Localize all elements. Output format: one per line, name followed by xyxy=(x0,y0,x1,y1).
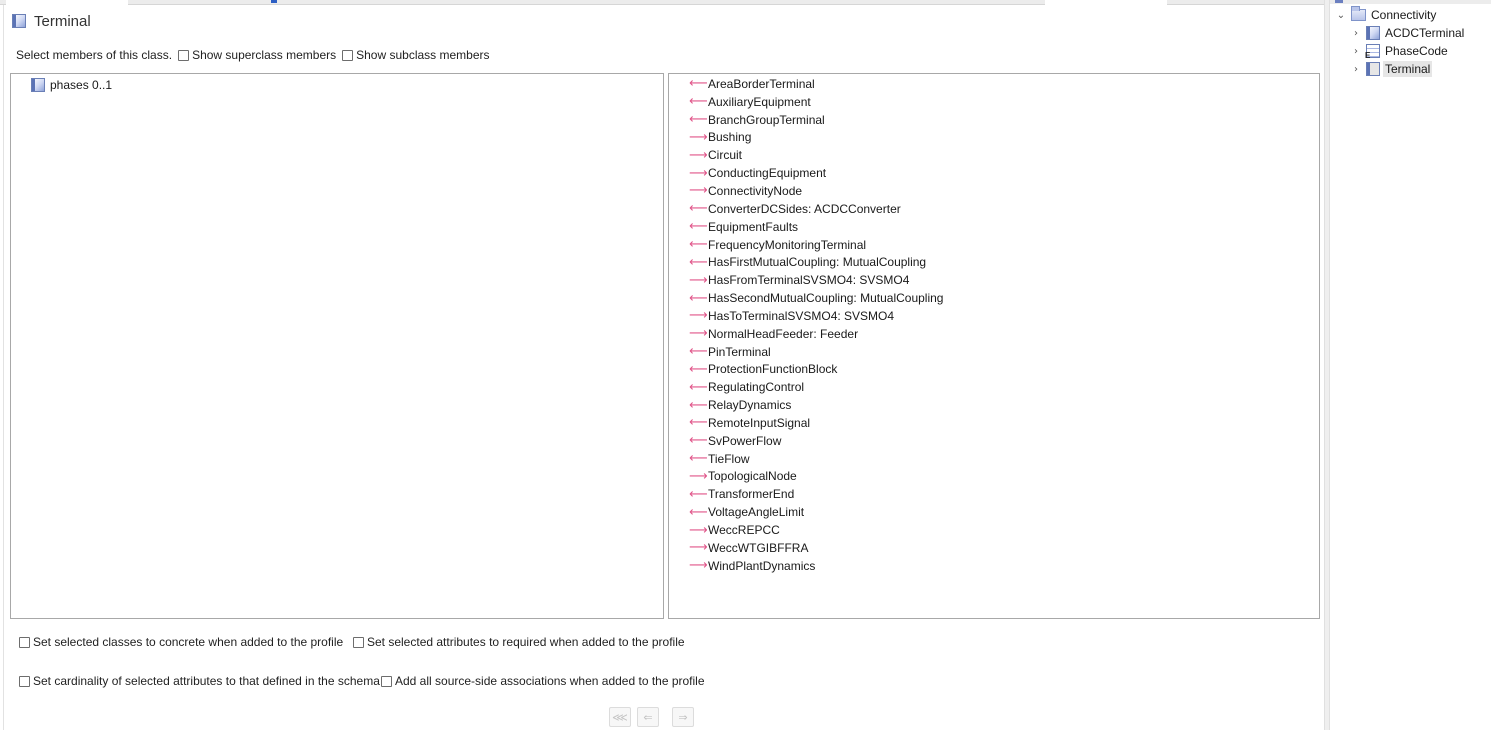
associations-list[interactable] xyxy=(668,73,1320,619)
association-label: RelayDynamics xyxy=(708,398,792,413)
association-label: AuxiliaryEquipment xyxy=(708,94,811,109)
cardinality-label[interactable]: Set cardinality of selected attributes to that defined in the schema xyxy=(33,674,380,688)
chevron-right-icon[interactable]: › xyxy=(1354,63,1358,75)
arrow-left-icon: ⟵ xyxy=(689,219,708,235)
association-label: WindPlantDynamics xyxy=(708,558,816,573)
class-member-editor xyxy=(3,5,1324,730)
cardinality-checkbox[interactable] xyxy=(19,676,30,687)
association-item[interactable] xyxy=(689,111,943,129)
association-label: BranchGroupTerminal xyxy=(708,112,825,127)
page-title: Terminal xyxy=(34,12,91,30)
association-item[interactable] xyxy=(689,200,943,218)
association-item[interactable] xyxy=(689,485,943,503)
required-label[interactable]: Set selected attributes to required when added to the profile xyxy=(367,635,685,649)
double-left-arrow-icon: ⋘ xyxy=(612,711,628,724)
association-item[interactable] xyxy=(689,343,943,361)
association-label: WeccWTGIBFFRA xyxy=(708,540,809,555)
tree-item-connectivity[interactable] xyxy=(1335,6,1436,24)
arrow-right-icon: ⟶ xyxy=(689,272,708,288)
chevron-down-icon[interactable]: ⌄ xyxy=(1336,9,1346,21)
arrow-left-icon: ⟵ xyxy=(689,433,708,449)
association-item[interactable] xyxy=(689,307,943,325)
association-item[interactable] xyxy=(689,236,943,254)
required-checkbox[interactable] xyxy=(353,637,364,648)
arrow-left-icon: ⟵ xyxy=(689,94,708,110)
source-side-label[interactable]: Add all source-side associations when added to the profile xyxy=(395,674,705,688)
page-header xyxy=(12,12,91,30)
tree-header-marker xyxy=(1335,0,1343,3)
association-label: FrequencyMonitoringTerminal xyxy=(708,237,867,252)
association-item[interactable] xyxy=(689,271,943,289)
option-required[interactable] xyxy=(353,635,685,649)
option-source-side[interactable] xyxy=(381,674,705,688)
arrow-left-icon: ⟵ xyxy=(689,504,708,520)
show-superclass-label[interactable]: Show superclass members xyxy=(192,48,337,62)
arrow-right-icon: ⟶ xyxy=(689,468,708,484)
association-item[interactable] xyxy=(689,289,943,307)
package-tree xyxy=(1330,0,1491,730)
association-item[interactable] xyxy=(689,93,943,111)
show-subclass-checkbox[interactable] xyxy=(342,50,353,61)
association-item[interactable] xyxy=(689,432,943,450)
arrow-right-icon: ⟶ xyxy=(689,129,708,145)
option-concrete[interactable] xyxy=(19,635,343,649)
chevron-right-icon[interactable]: › xyxy=(1354,27,1358,39)
association-item[interactable] xyxy=(689,396,943,414)
association-item[interactable] xyxy=(689,182,943,200)
attribute-icon xyxy=(31,78,45,92)
member-filter-row xyxy=(16,48,490,62)
attribute-item-phases[interactable] xyxy=(31,76,112,94)
association-label: HasFirstMutualCoupling: MutualCoupling xyxy=(708,255,927,270)
concrete-label[interactable]: Set selected classes to concrete when added to the profile xyxy=(33,635,344,649)
association-item[interactable] xyxy=(689,164,943,182)
remove-button[interactable] xyxy=(637,707,659,727)
tree-item-label: Connectivity xyxy=(1371,8,1437,22)
arrow-right-icon: ⟶ xyxy=(689,326,708,342)
arrow-right-icon: ⟶ xyxy=(689,540,708,556)
association-item[interactable] xyxy=(689,450,943,468)
arrow-right-icon: ⟶ xyxy=(689,165,708,181)
association-label: TieFlow xyxy=(708,451,750,466)
class-icon xyxy=(1366,26,1380,40)
package-folder-icon xyxy=(1351,9,1366,21)
arrow-left-icon: ⟵ xyxy=(689,344,708,360)
association-label: Bushing xyxy=(708,130,752,145)
association-item[interactable] xyxy=(689,218,943,236)
association-label: EquipmentFaults xyxy=(708,219,799,234)
association-item[interactable] xyxy=(689,503,943,521)
association-label: SvPowerFlow xyxy=(708,433,782,448)
arrow-right-icon: ⟶ xyxy=(689,183,708,199)
association-label: HasToTerminalSVSMO4: SVSMO4 xyxy=(708,308,895,323)
show-subclass-label[interactable]: Show subclass members xyxy=(356,48,490,62)
association-label: ConductingEquipment xyxy=(708,166,827,181)
association-item[interactable] xyxy=(689,361,943,379)
arrow-left-icon: ⟵ xyxy=(689,415,708,431)
association-label: Circuit xyxy=(708,148,743,163)
association-item[interactable] xyxy=(689,129,943,147)
association-label: ProtectionFunctionBlock xyxy=(708,362,838,377)
association-item[interactable] xyxy=(689,75,943,93)
tree-item-acdcterminal[interactable] xyxy=(1350,24,1464,42)
arrow-left-icon: ⟵ xyxy=(689,76,708,92)
tree-item-phasecode[interactable] xyxy=(1350,42,1448,60)
arrow-left-icon: ⟵ xyxy=(689,379,708,395)
arrow-left-icon: ⟵ xyxy=(689,237,708,253)
association-label: NormalHeadFeeder: Feeder xyxy=(708,326,859,341)
arrow-right-icon: ⟶ xyxy=(689,522,708,538)
association-label: HasSecondMutualCoupling: MutualCoupling xyxy=(708,291,944,306)
arrow-left-icon: ⟵ xyxy=(689,451,708,467)
arrow-left-icon: ⟵ xyxy=(689,254,708,270)
association-label: AreaBorderTerminal xyxy=(708,76,815,91)
attribute-label: phases 0..1 xyxy=(50,78,113,92)
tree-item-label: PhaseCode xyxy=(1385,44,1448,58)
attributes-list[interactable] xyxy=(10,73,664,619)
association-label: VoltageAngleLimit xyxy=(708,505,805,520)
active-tab-indicator xyxy=(271,0,277,3)
association-item[interactable] xyxy=(689,521,943,539)
association-item[interactable] xyxy=(689,378,943,396)
association-label: PinTerminal xyxy=(708,344,771,359)
association-item[interactable] xyxy=(689,557,943,575)
association-item[interactable] xyxy=(689,539,943,557)
association-item[interactable] xyxy=(689,253,943,271)
source-side-checkbox[interactable] xyxy=(381,676,392,687)
association-item[interactable] xyxy=(689,414,943,432)
arrow-left-icon: ⟵ xyxy=(689,486,708,502)
association-label: HasFromTerminalSVSMO4: SVSMO4 xyxy=(708,273,910,288)
arrow-left-icon: ⟵ xyxy=(689,112,708,128)
remove-all-button[interactable] xyxy=(609,707,631,727)
left-arrow-icon: ⇐ xyxy=(643,711,653,724)
association-item[interactable] xyxy=(689,468,943,486)
association-item[interactable] xyxy=(689,325,943,343)
show-superclass-checkbox[interactable] xyxy=(178,50,189,61)
association-label: TransformerEnd xyxy=(708,487,795,502)
association-label: TopologicalNode xyxy=(708,469,797,484)
tree-header-strip xyxy=(1330,0,1491,4)
arrow-right-icon: ⟶ xyxy=(689,147,708,163)
select-members-label: Select members of this class. xyxy=(16,48,173,62)
class-icon xyxy=(12,14,26,28)
enumeration-icon xyxy=(1366,44,1380,58)
class-icon xyxy=(1366,62,1380,76)
associations-items xyxy=(689,75,943,575)
add-button[interactable] xyxy=(672,707,694,727)
arrow-left-icon: ⟵ xyxy=(689,361,708,377)
association-label: RegulatingControl xyxy=(708,380,805,395)
association-label: ConnectivityNode xyxy=(708,183,803,198)
arrow-left-icon: ⟵ xyxy=(689,397,708,413)
option-cardinality[interactable] xyxy=(19,674,380,688)
association-label: ConverterDCSides: ACDCConverter xyxy=(708,201,901,216)
association-label: RemoteInputSignal xyxy=(708,415,811,430)
tree-item-label: ACDCTerminal xyxy=(1385,26,1465,40)
concrete-checkbox[interactable] xyxy=(19,637,30,648)
right-arrow-icon: ⇒ xyxy=(678,711,688,724)
association-label: WeccREPCC xyxy=(708,523,780,538)
association-item[interactable] xyxy=(689,146,943,164)
arrow-right-icon: ⟶ xyxy=(689,308,708,324)
arrow-left-icon: ⟵ xyxy=(689,201,708,217)
tree-item-terminal[interactable] xyxy=(1350,60,1432,78)
tree-item-label: Terminal xyxy=(1385,62,1431,76)
chevron-right-icon[interactable]: › xyxy=(1354,45,1358,57)
arrow-right-icon: ⟶ xyxy=(689,558,708,574)
arrow-left-icon: ⟵ xyxy=(689,290,708,306)
